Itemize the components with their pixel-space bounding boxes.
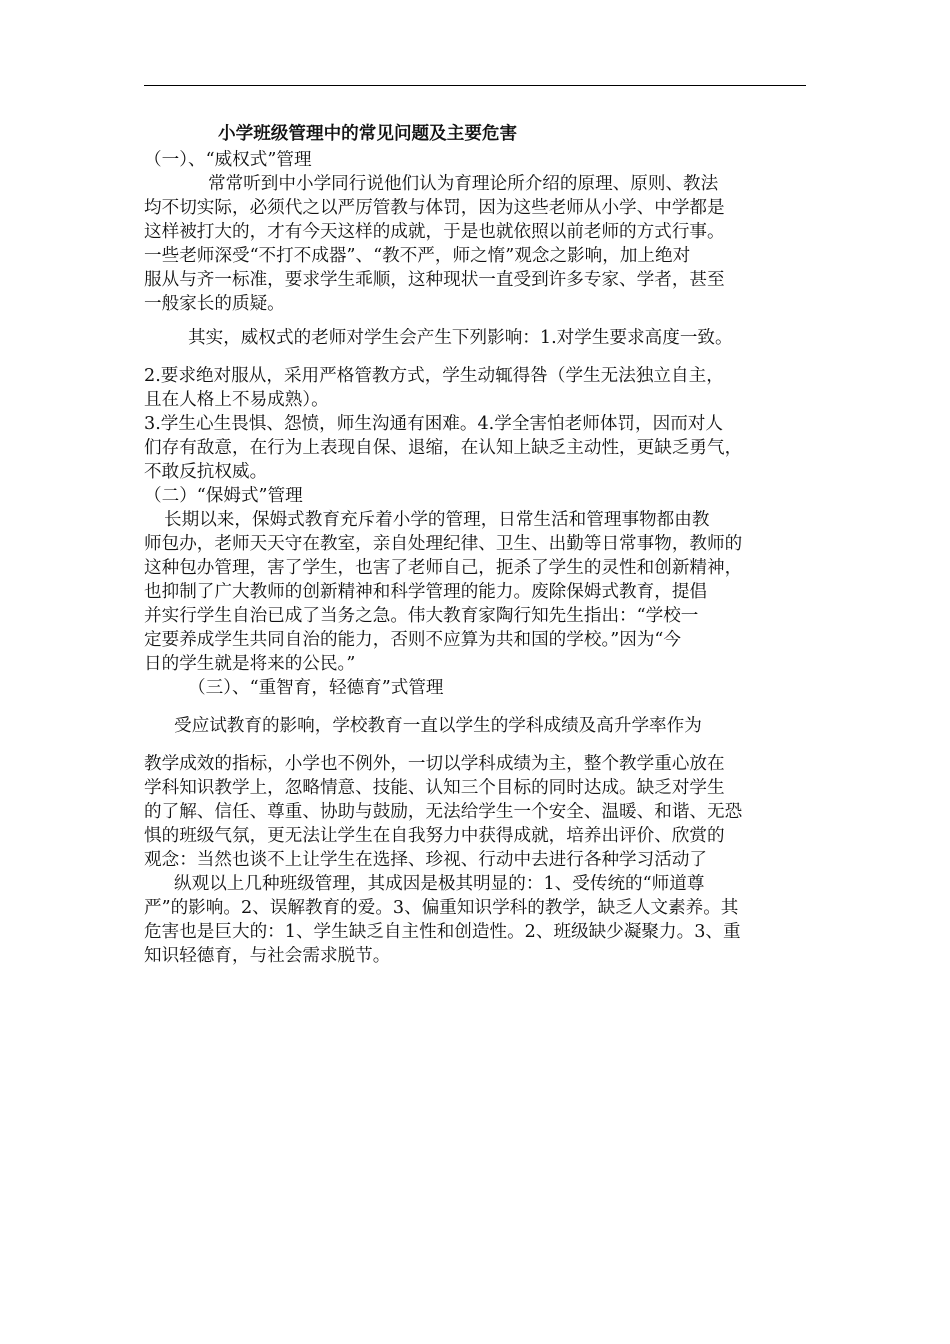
text-line: 一般家长的质疑。 (144, 294, 285, 314)
text-line: 不敢反抗权威。 (144, 462, 268, 482)
text-line: 惧的班级气氛，更无法让学生在自我努力中获得成就，培养出评价、欣赏的 (144, 826, 725, 846)
text-line: 2.要求绝对服从，采用严格管教方式，学生动辄得咎（学生无法独立自主， (144, 366, 724, 386)
text-line: 这样被打大的，才有今天这样的成就，于是也就依照以前老师的方式行事。 (144, 222, 725, 242)
text-line: 观念：当然也谈不上让学生在选择、珍视、行动中去进行各种学习活动了 (144, 850, 708, 870)
text-line: 严”的影响。2、误解教育的爱。3、偏重知识学科的教学，缺乏人文素养。其 (144, 898, 739, 918)
text-line: 一些老师深受“不打不成器”、“教不严，师之惰”观念之影响，加上绝对 (144, 246, 691, 266)
section-2-paragraph-1 (144, 508, 806, 676)
text-line: 服从与齐一标准，要求学生乖顺，这种现状一直受到许多专家、学者，甚至 (144, 270, 725, 290)
text-line: 常常听到中小学同行说他们认为育理论所介绍的原理、原则、教法 (208, 174, 719, 194)
text-line: 其实，威权式的老师对学生会产生下列影响：1.对学生要求高度一致。 (188, 328, 733, 348)
text-line: 日的学生就是将来的公民。” (144, 654, 356, 674)
header-rule (144, 85, 806, 86)
section-3-heading: （三）、“重智育，轻德育”式管理 (188, 678, 444, 698)
section-1-heading: （一）、“威权式”管理 (144, 150, 312, 170)
text-line: 这种包办管理，害了学生，也害了老师自己，扼杀了学生的灵性和创新精神， (144, 558, 743, 578)
section-1-paragraph-3 (144, 364, 806, 484)
text-line: 长期以来，保姆式教育充斥着小学的管理，日常生活和管理事物都由教 (164, 510, 710, 530)
section-1-paragraph-1 (144, 172, 806, 316)
section-2-heading: （二）“保姆式”管理 (144, 486, 303, 506)
text-line: 也抑制了广大教师的创新精神和科学管理的能力。废除保姆式教育，提倡 (144, 582, 708, 602)
text-line: 受应试教育的影响，学校教育一直以学生的学科成绩及高升学率作为 (174, 716, 702, 736)
text-line: 纵观以上几种班级管理，其成因是极其明显的：1、受传统的“师道尊 (174, 874, 705, 894)
text-line: 的了解、信任、尊重、协助与鼓励，无法给学生一个安全、温暖、和谐、无恐 (144, 802, 743, 822)
document-title: 小学班级管理中的常见问题及主要危害 (218, 124, 518, 144)
text-line: 3.学生心生畏惧、怨愤，师生沟通有困难。4.学全害怕老师体罚，因而对人 (144, 414, 723, 434)
text-line: 教学成效的指标，小学也不例外，一切以学科成绩为主，整个教学重心放在 (144, 754, 725, 774)
text-line: 危害也是巨大的：1、学生缺乏自主性和创造性。2、班级缺少凝聚力。3、重 (144, 922, 741, 942)
section-3-paragraph-2 (144, 752, 806, 872)
conclusion-paragraph (144, 872, 806, 968)
text-line: 定要养成学生共同自治的能力，否则不应算为共和国的学校。”因为“今 (144, 630, 682, 650)
text-line: 学科知识教学上，忽略情意、技能、认知三个目标的同时达成。缺乏对学生 (144, 778, 725, 798)
document-body (144, 120, 806, 968)
text-line: 均不切实际，必须代之以严厉管教与体罚，因为这些老师从小学、中学都是 (144, 198, 725, 218)
text-line: 们存有敌意，在行为上表现自保、退缩，在认知上缺乏主动性，更缺乏勇气， (144, 438, 743, 458)
text-line: 并实行学生自治已成了当务之急。伟大教育家陶行知先生指出：“学校一 (144, 606, 699, 626)
text-line: 且在人格上不易成熟）。 (144, 390, 329, 410)
section-1-paragraph-2 (144, 326, 806, 350)
text-line: 知识轻德育，与社会需求脱节。 (144, 946, 391, 966)
section-3-paragraph-1 (144, 714, 806, 738)
text-line: 师包办，老师天天守在教室，亲自处理纪律、卫生、出勤等日常事物，教师的 (144, 534, 743, 554)
